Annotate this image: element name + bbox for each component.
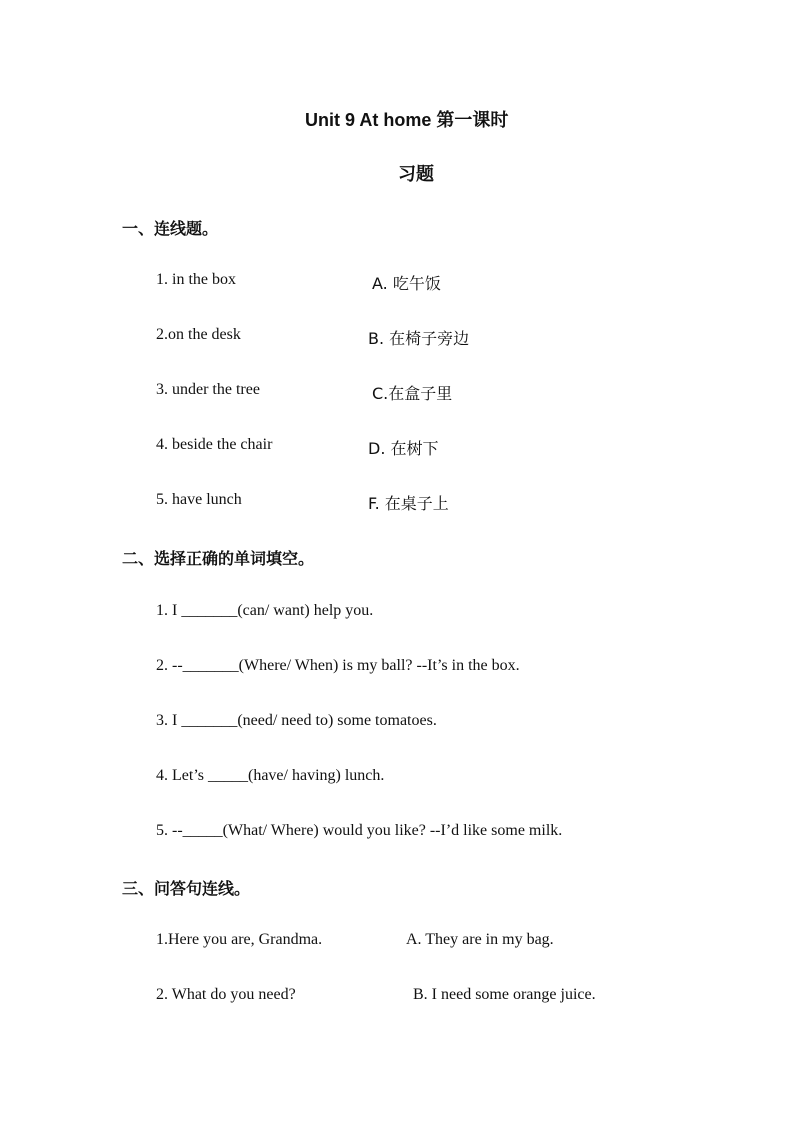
qa-left-2: 2. What do you need? (156, 986, 296, 1003)
qa-right-2: B. I need some orange juice. (413, 986, 596, 1003)
qa-left-1: 1.Here you are, Grandma. (156, 931, 323, 948)
match-right-5: F. 在桌子上 (368, 494, 449, 513)
match-left-1: 1. in the box (156, 271, 236, 288)
page-title: Unit 9 At home 第一课时 (305, 110, 509, 130)
match-right-4: D. 在树下 (368, 439, 439, 458)
fill-item-3: 3. I _______(need/ need to) some tomatoes. (156, 712, 437, 729)
match-right-3: C.在盒子里 (372, 384, 453, 403)
match-left-5: 5. have lunch (156, 491, 242, 508)
match-right-1: A. 吃午饭 (372, 274, 441, 293)
fill-item-5: 5. --_____(What/ Where) would you like? --I’d like some milk. (156, 822, 563, 839)
section-1-heading: 一、连线题。 (122, 219, 219, 238)
match-left-2: 2.on the desk (156, 326, 241, 343)
page-subtitle: 习题 (398, 164, 434, 185)
qa-right-1: A. They are in my bag. (406, 931, 554, 948)
match-right-2: B. 在椅子旁边 (368, 329, 470, 348)
match-left-4: 4. beside the chair (156, 436, 273, 453)
section-2-heading: 二、选择正确的单词填空。 (122, 549, 315, 568)
fill-item-1: 1. I _______(can/ want) help you. (156, 602, 374, 619)
match-left-3: 3. under the tree (156, 381, 260, 398)
section-3-heading: 三、问答句连线。 (122, 879, 251, 898)
fill-item-4: 4. Let’s _____(have/ having) lunch. (156, 767, 385, 784)
fill-item-2: 2. --_______(Where/ When) is my ball? --It’s in the box. (156, 657, 520, 674)
